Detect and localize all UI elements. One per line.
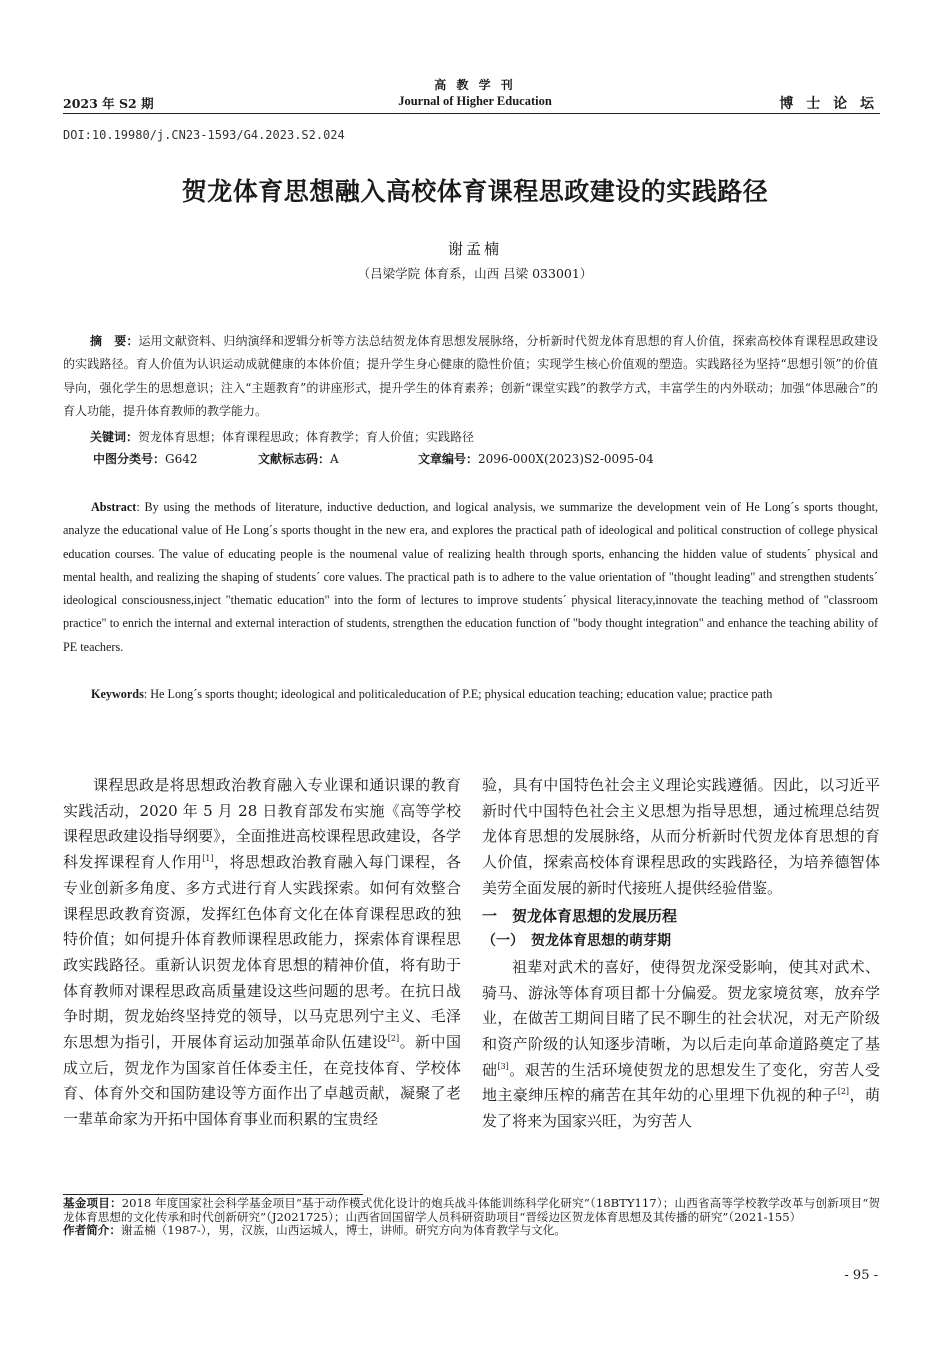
author-info <box>63 1224 880 1238</box>
abstract-en-label: Abstract <box>91 500 137 514</box>
author-info-text: 谢孟楠（1987-），男，汉族，山西运城人，博士，讲师。研究方向为体育教学与文化。 <box>120 1223 566 1237</box>
doi: DOI:10.19980/j.CN23-1593/G4.2023.S2.024 <box>63 128 345 142</box>
body-text: ，萌发了将来为国家兴旺，为穷苦人 <box>482 1086 880 1131</box>
body-text: 。艰苦的生活环境使贺龙的思想发生了变化，穷苦人受地主豪绅压榨的痛苦在其年幼的心里埋下仇视的种子 <box>482 1060 880 1105</box>
section-heading: 一 贺龙体育思想的发展历程 <box>482 906 678 925</box>
body-column-left <box>63 773 461 1133</box>
body-paragraph <box>63 773 461 1133</box>
body-text: 祖辈对武术的喜好，使得贺龙深受影响，使其对武术、骑马、游泳等体育项目都十分偏爱。贺龙家境贫寒，放弃学业，在做苦工期间目睹了民不聊生的社会状况，对无产阶级和资产阶级的认知逐步清晰，为以后走向革命道路奠定了基础 <box>482 957 880 1079</box>
author-name: 谢孟楠 <box>447 240 502 258</box>
doc-code-value: A <box>330 452 339 466</box>
body-text: 。新中国成立后，贺龙作为国家首任体委主任，在竞技体育、学校体育、体育外交和国防建设等方面作出了卓越贡献，凝聚了老一辈革命家为开拓中国体育事业而积累的宝贵经 <box>63 1033 461 1129</box>
journal-name-en: Journal of Higher Education <box>398 94 552 108</box>
article-title: 贺龙体育思想融入高校体育课程思政建设的实践路径 <box>181 177 769 206</box>
body-text: 课程思政是将思想政治教育融入专业课和通识课的教育实践活动，2020 年 5 月 28 日教育部发布实施《高等学校课程思政建设指导纲要》，全面推进高校课程思政建设，各学科发挥课程育人作用 <box>63 776 461 872</box>
header-rule <box>63 113 880 114</box>
fund-label: 基金项目： <box>63 1196 122 1210</box>
citation: [1] <box>202 854 214 864</box>
keywords-cn <box>63 426 878 449</box>
footnote-rule <box>63 1194 363 1195</box>
abstract-cn <box>63 330 878 423</box>
column-label: 博 士 论 坛 <box>779 96 878 112</box>
keywords-en-label: Keywords <box>91 687 144 701</box>
keywords-en <box>63 683 878 706</box>
keywords-cn-label: 关键词： <box>90 430 139 444</box>
body-paragraph <box>482 955 880 1135</box>
citation: [3] <box>497 1061 509 1071</box>
body-column-right <box>482 773 880 1135</box>
citation: [2] <box>387 1034 400 1044</box>
doc-code-label: 文献标志码： <box>258 452 331 466</box>
fund-info <box>63 1197 880 1224</box>
body-text: ，将思想政治教育融入每门课程，各专业创新多角度、多方式进行育人实践探索。如何有效整合课程思政教育资源，发挥红色体育文化在体育课程思政的独特价值；如何提升体育教师课程思政能力，探索体育课程思政实践路径。重新认识贺龙体育思想的精神价值，将有助于体育教师对课程思政高质量建设这些问题的思考。在抗日战争时期，贺龙始终坚持党的领导，以马克思列宁主义、毛泽东思想为指引，开展体育运动加强革命队伍建设 <box>63 853 461 1052</box>
clc-label: 中图分类号： <box>93 452 166 466</box>
abstract-cn-text: 运用文献资料、归纳演绎和逻辑分析等方法总结贺龙体育思想发展脉络，分析新时代贺龙体育思想的育人价值，探索高校体育课程思政建设的实践路径。育人价值为认识运动成就健康的本体价值；提升学生身心健康的隐性价值；实现学生核心价值观的塑造。实践路径为坚持“思想引领”的价值导向，强化学生的思想意识；注入“主题教育”的讲座形式，提升学生的体育素养；创新“课堂实践”的教学方式，丰富学生的内外联动；加强“体思融合”的育人功能，提升体育教师的教学能力。 <box>63 334 878 418</box>
abstract-cn-label: 摘 要： <box>90 334 139 348</box>
issue-label: 2023 年 S2 期 <box>63 96 154 111</box>
fund-text: 2018 年度国家社会科学基金项目“基于动作模式优化设计的炮兵战斗体能训练科学化研究”（18BTY117）；山西省高等学校教学改革与创新项目“贺龙体育思想的文化传承和时代创新研究”（J2021725）；山西省回国留学人员科研资助项目“晋绥边区贺龙体育思想及其传播的研究”（2021-155） <box>63 1196 880 1224</box>
abstract-en <box>63 496 878 659</box>
body-paragraph: 验，具有中国特色社会主义理论实践遵循。因此，以习近平新时代中国特色社会主义思想为指导思想，通过梳理总结贺龙体育思想的发展脉络，从而分析新时代贺龙体育思想的育人价值，探索高校体育课程思政的实践路径，为培养德智体美劳全面发展的新时代接班人提供经验借鉴。 <box>482 776 880 897</box>
article-no-value: 2096-000X(2023)S2-0095-04 <box>478 452 654 466</box>
author-info-label: 作者简介： <box>63 1223 121 1237</box>
page-number: - 95 - <box>844 1268 878 1283</box>
keywords-cn-text: 贺龙体育思想；体育课程思政；体育教学；育人价值；实践路径 <box>138 430 475 444</box>
keywords-en-text: : He Long´s sports thought; ideological and politicaleducation of P.E; physical education teaching; education value; practice path <box>143 687 773 701</box>
classification-row <box>93 450 878 467</box>
citation: [2] <box>837 1087 850 1097</box>
clc-value: G642 <box>165 452 198 466</box>
affiliation: （吕梁学院 体育系，山西 吕梁 033001） <box>357 266 593 281</box>
subsection-heading: （一） 贺龙体育思想的萌芽期 <box>482 933 671 950</box>
article-no-label: 文章编号： <box>418 452 479 466</box>
abstract-en-text: : By using the methods of literature, inductive deduction, and logical analysis, we summarize the development vein of He Long´s sports thought, analyze the educational value of He Long´s sports thought in the new era, and explores the practical path of ideological and political construction of college physical education courses. The value of educating people is the noumenal value of realizing health through sports, enhancing the hidden value of students´ physical and mental health, and realizing the shaping of students´ core values. The practical path is to adhere to the value orientation of "thought leading" and strengthen students´ ideological consciousness,inject "thematic education" into the form of lectures to improve students´ physical literacy,innovate the teaching method of "classroom practice" to enrich the internal and external interaction of students, strengthen the education function of "body thought integration" and enhance the teaching ability of PE teachers. <box>63 500 878 654</box>
footnote <box>63 1197 880 1238</box>
journal-name-cn: 高 教 学 刊 <box>434 78 516 92</box>
